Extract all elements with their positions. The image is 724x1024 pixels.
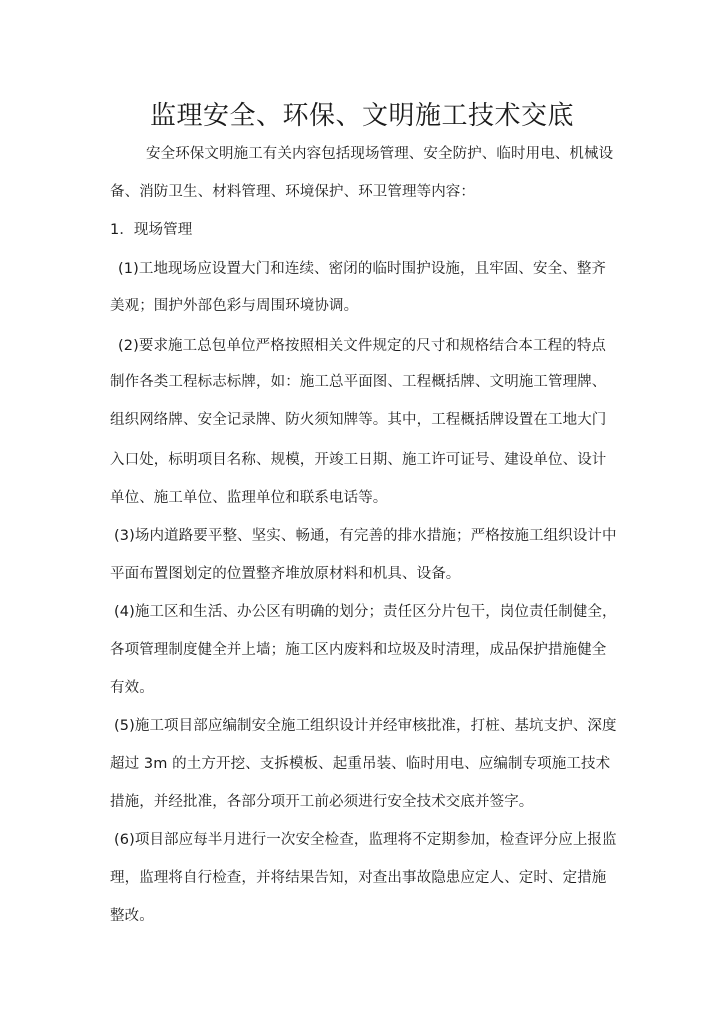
paragraph-line: 理，监理将自行检查，并将结果告知，对查出事故隐患应定人、定时、定措施 (110, 870, 607, 886)
paragraph-line: (2)要求施工总包单位严格按照相关文件规定的尺寸和规格结合本工程的特点 (118, 338, 607, 354)
paragraph-line: 措施，并经批准，各部分项开工前必须进行安全技术交底并签字。 (110, 794, 534, 810)
paragraph-line: 安全环保文明施工有关内容包括现场管理、安全防护、临时用电、机械设 (146, 146, 614, 162)
section-heading: 1．现场管理 (110, 222, 193, 238)
paragraph-line: 入口处，标明项目名称、规模，开竣工日期、施工许可证号、建设单位、设计 (110, 452, 607, 468)
document-title: 监理安全、环保、文明施工技术交底 (149, 101, 574, 131)
paragraph-line: 单位、施工单位、监理单位和联系电话等。 (110, 490, 388, 506)
paragraph-line: 各项管理制度健全并上墙；施工区内废料和垃圾及时清理，成品保护措施健全 (110, 642, 607, 658)
paragraph-line: 制作各类工程标志标牌，如：施工总平面图、工程概括牌、文明施工管理牌、 (110, 374, 607, 390)
paragraph-line: 整改。 (110, 908, 154, 924)
paragraph-line: (3)场内道路要平整、坚实、畅通，有完善的排水措施；严格按施工组织设计中 (114, 528, 617, 544)
paragraph-line: (4)施工区和生活、办公区有明确的划分；责任区分片包干，岗位责任制健全， (114, 604, 617, 620)
paragraph-line: 美观；围护外部色彩与周围环境协调。 (110, 298, 359, 314)
paragraph-line: (5)施工项目部应编制安全施工组织设计并经审核批准，打桩、基坑支护、深度 (114, 718, 617, 734)
paragraph-line: 平面布置图划定的位置整齐堆放原材料和机具、设备。 (110, 566, 461, 582)
paragraph-line: 备、消防卫生、材料管理、环境保护、环卫管理等内容： (110, 184, 475, 200)
paragraph-line: (6)项目部应每半月进行一次安全检查，监理将不定期参加，检查评分应上报监 (114, 832, 617, 848)
paragraph-line: 超过 3m 的土方开挖、支拆模板、起重吊装、临时用电、应编制专项施工技术 (110, 756, 611, 772)
paragraph-line: (1)工地现场应设置大门和连续、密闭的临时围护设施，且牢固、安全、整齐 (118, 261, 607, 277)
paragraph-line: 有效。 (110, 680, 154, 696)
paragraph-line: 组织网络牌、安全记录牌、防火须知牌等。其中，工程概括牌设置在工地大门 (110, 412, 607, 428)
